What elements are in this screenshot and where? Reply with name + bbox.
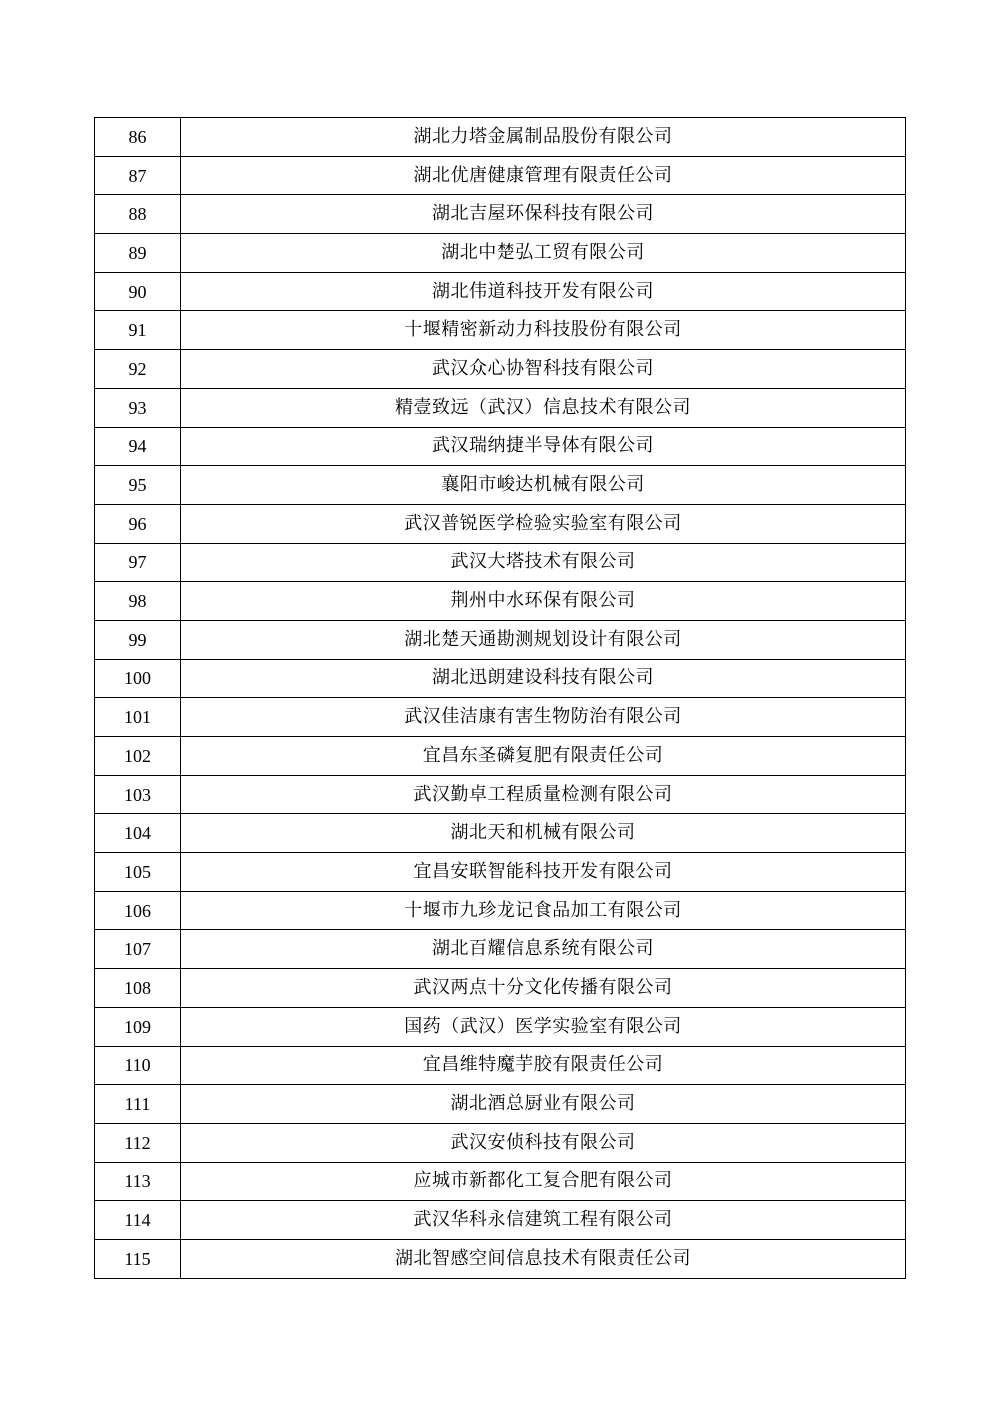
- company-name: 宜昌维特魔芋胶有限责任公司: [181, 1046, 906, 1085]
- row-number: 106: [95, 891, 181, 930]
- row-number: 104: [95, 814, 181, 853]
- table-row: [95, 427, 906, 466]
- company-name: 湖北百耀信息系统有限公司: [181, 930, 906, 969]
- row-number: 96: [95, 504, 181, 543]
- row-number: 89: [95, 234, 181, 273]
- row-number: 87: [95, 156, 181, 195]
- row-number: 100: [95, 659, 181, 698]
- row-number: 97: [95, 543, 181, 582]
- row-number: 113: [95, 1162, 181, 1201]
- table-row: [95, 1201, 906, 1240]
- row-number: 98: [95, 582, 181, 621]
- company-name: 湖北酒总厨业有限公司: [181, 1085, 906, 1124]
- company-name: 国药（武汉）医学实验室有限公司: [181, 1007, 906, 1046]
- company-name: 武汉华科永信建筑工程有限公司: [181, 1201, 906, 1240]
- table-row: [95, 930, 906, 969]
- company-name: 武汉安侦科技有限公司: [181, 1123, 906, 1162]
- table-row: [95, 1085, 906, 1124]
- row-number: 108: [95, 969, 181, 1008]
- company-name: 精壹致远（武汉）信息技术有限公司: [181, 388, 906, 427]
- row-number: 112: [95, 1123, 181, 1162]
- table-row: [95, 234, 906, 273]
- company-name: 湖北智感空间信息技术有限责任公司: [181, 1239, 906, 1278]
- row-number: 90: [95, 272, 181, 311]
- table-row: [95, 118, 906, 157]
- table-row: [95, 698, 906, 737]
- table-row: [95, 659, 906, 698]
- company-name: 宜昌安联智能科技开发有限公司: [181, 853, 906, 892]
- table-row: [95, 775, 906, 814]
- company-name: 应城市新都化工复合肥有限公司: [181, 1162, 906, 1201]
- row-number: 105: [95, 853, 181, 892]
- table-row: [95, 1239, 906, 1278]
- table-row: [95, 1046, 906, 1085]
- table-row: [95, 466, 906, 505]
- company-list-body: [95, 118, 906, 1279]
- table-row: [95, 814, 906, 853]
- table-row: [95, 969, 906, 1008]
- company-name: 武汉两点十分文化传播有限公司: [181, 969, 906, 1008]
- company-name: 湖北吉屋环保科技有限公司: [181, 195, 906, 234]
- row-number: 115: [95, 1239, 181, 1278]
- table-row: [95, 1123, 906, 1162]
- table-row: [95, 195, 906, 234]
- company-name: 武汉佳洁康有害生物防治有限公司: [181, 698, 906, 737]
- row-number: 111: [95, 1085, 181, 1124]
- row-number: 93: [95, 388, 181, 427]
- row-number: 107: [95, 930, 181, 969]
- row-number: 102: [95, 737, 181, 776]
- row-number: 114: [95, 1201, 181, 1240]
- company-name: 湖北中楚弘工贸有限公司: [181, 234, 906, 273]
- row-number: 110: [95, 1046, 181, 1085]
- table-row: [95, 737, 906, 776]
- table-row: [95, 620, 906, 659]
- row-number: 103: [95, 775, 181, 814]
- company-name: 湖北力塔金属制品股份有限公司: [181, 118, 906, 157]
- row-number: 109: [95, 1007, 181, 1046]
- table-row: [95, 853, 906, 892]
- table-row: [95, 504, 906, 543]
- row-number: 94: [95, 427, 181, 466]
- row-number: 99: [95, 620, 181, 659]
- company-name: 荆州中水环保有限公司: [181, 582, 906, 621]
- table-row: [95, 1007, 906, 1046]
- table-row: [95, 272, 906, 311]
- row-number: 91: [95, 311, 181, 350]
- company-name: 武汉大塔技术有限公司: [181, 543, 906, 582]
- row-number: 101: [95, 698, 181, 737]
- row-number: 86: [95, 118, 181, 157]
- company-name: 武汉瑞纳捷半导体有限公司: [181, 427, 906, 466]
- company-name: 武汉众心协智科技有限公司: [181, 350, 906, 389]
- table-row: [95, 891, 906, 930]
- row-number: 95: [95, 466, 181, 505]
- company-name: 宜昌东圣磷复肥有限责任公司: [181, 737, 906, 776]
- company-name: 十堰精密新动力科技股份有限公司: [181, 311, 906, 350]
- company-name: 湖北迅朗建设科技有限公司: [181, 659, 906, 698]
- company-name: 十堰市九珍龙记食品加工有限公司: [181, 891, 906, 930]
- company-name: 湖北天和机械有限公司: [181, 814, 906, 853]
- table-row: [95, 350, 906, 389]
- table-row: [95, 582, 906, 621]
- company-name: 湖北楚天通勘测规划设计有限公司: [181, 620, 906, 659]
- company-name: 湖北优唐健康管理有限责任公司: [181, 156, 906, 195]
- company-name: 武汉勤卓工程质量检测有限公司: [181, 775, 906, 814]
- row-number: 88: [95, 195, 181, 234]
- table-row: [95, 311, 906, 350]
- company-name: 湖北伟道科技开发有限公司: [181, 272, 906, 311]
- company-list-table: [94, 117, 906, 1279]
- table-row: [95, 388, 906, 427]
- row-number: 92: [95, 350, 181, 389]
- company-name: 武汉普锐医学检验实验室有限公司: [181, 504, 906, 543]
- table-row: [95, 156, 906, 195]
- table-row: [95, 1162, 906, 1201]
- table-row: [95, 543, 906, 582]
- company-name: 襄阳市峻达机械有限公司: [181, 466, 906, 505]
